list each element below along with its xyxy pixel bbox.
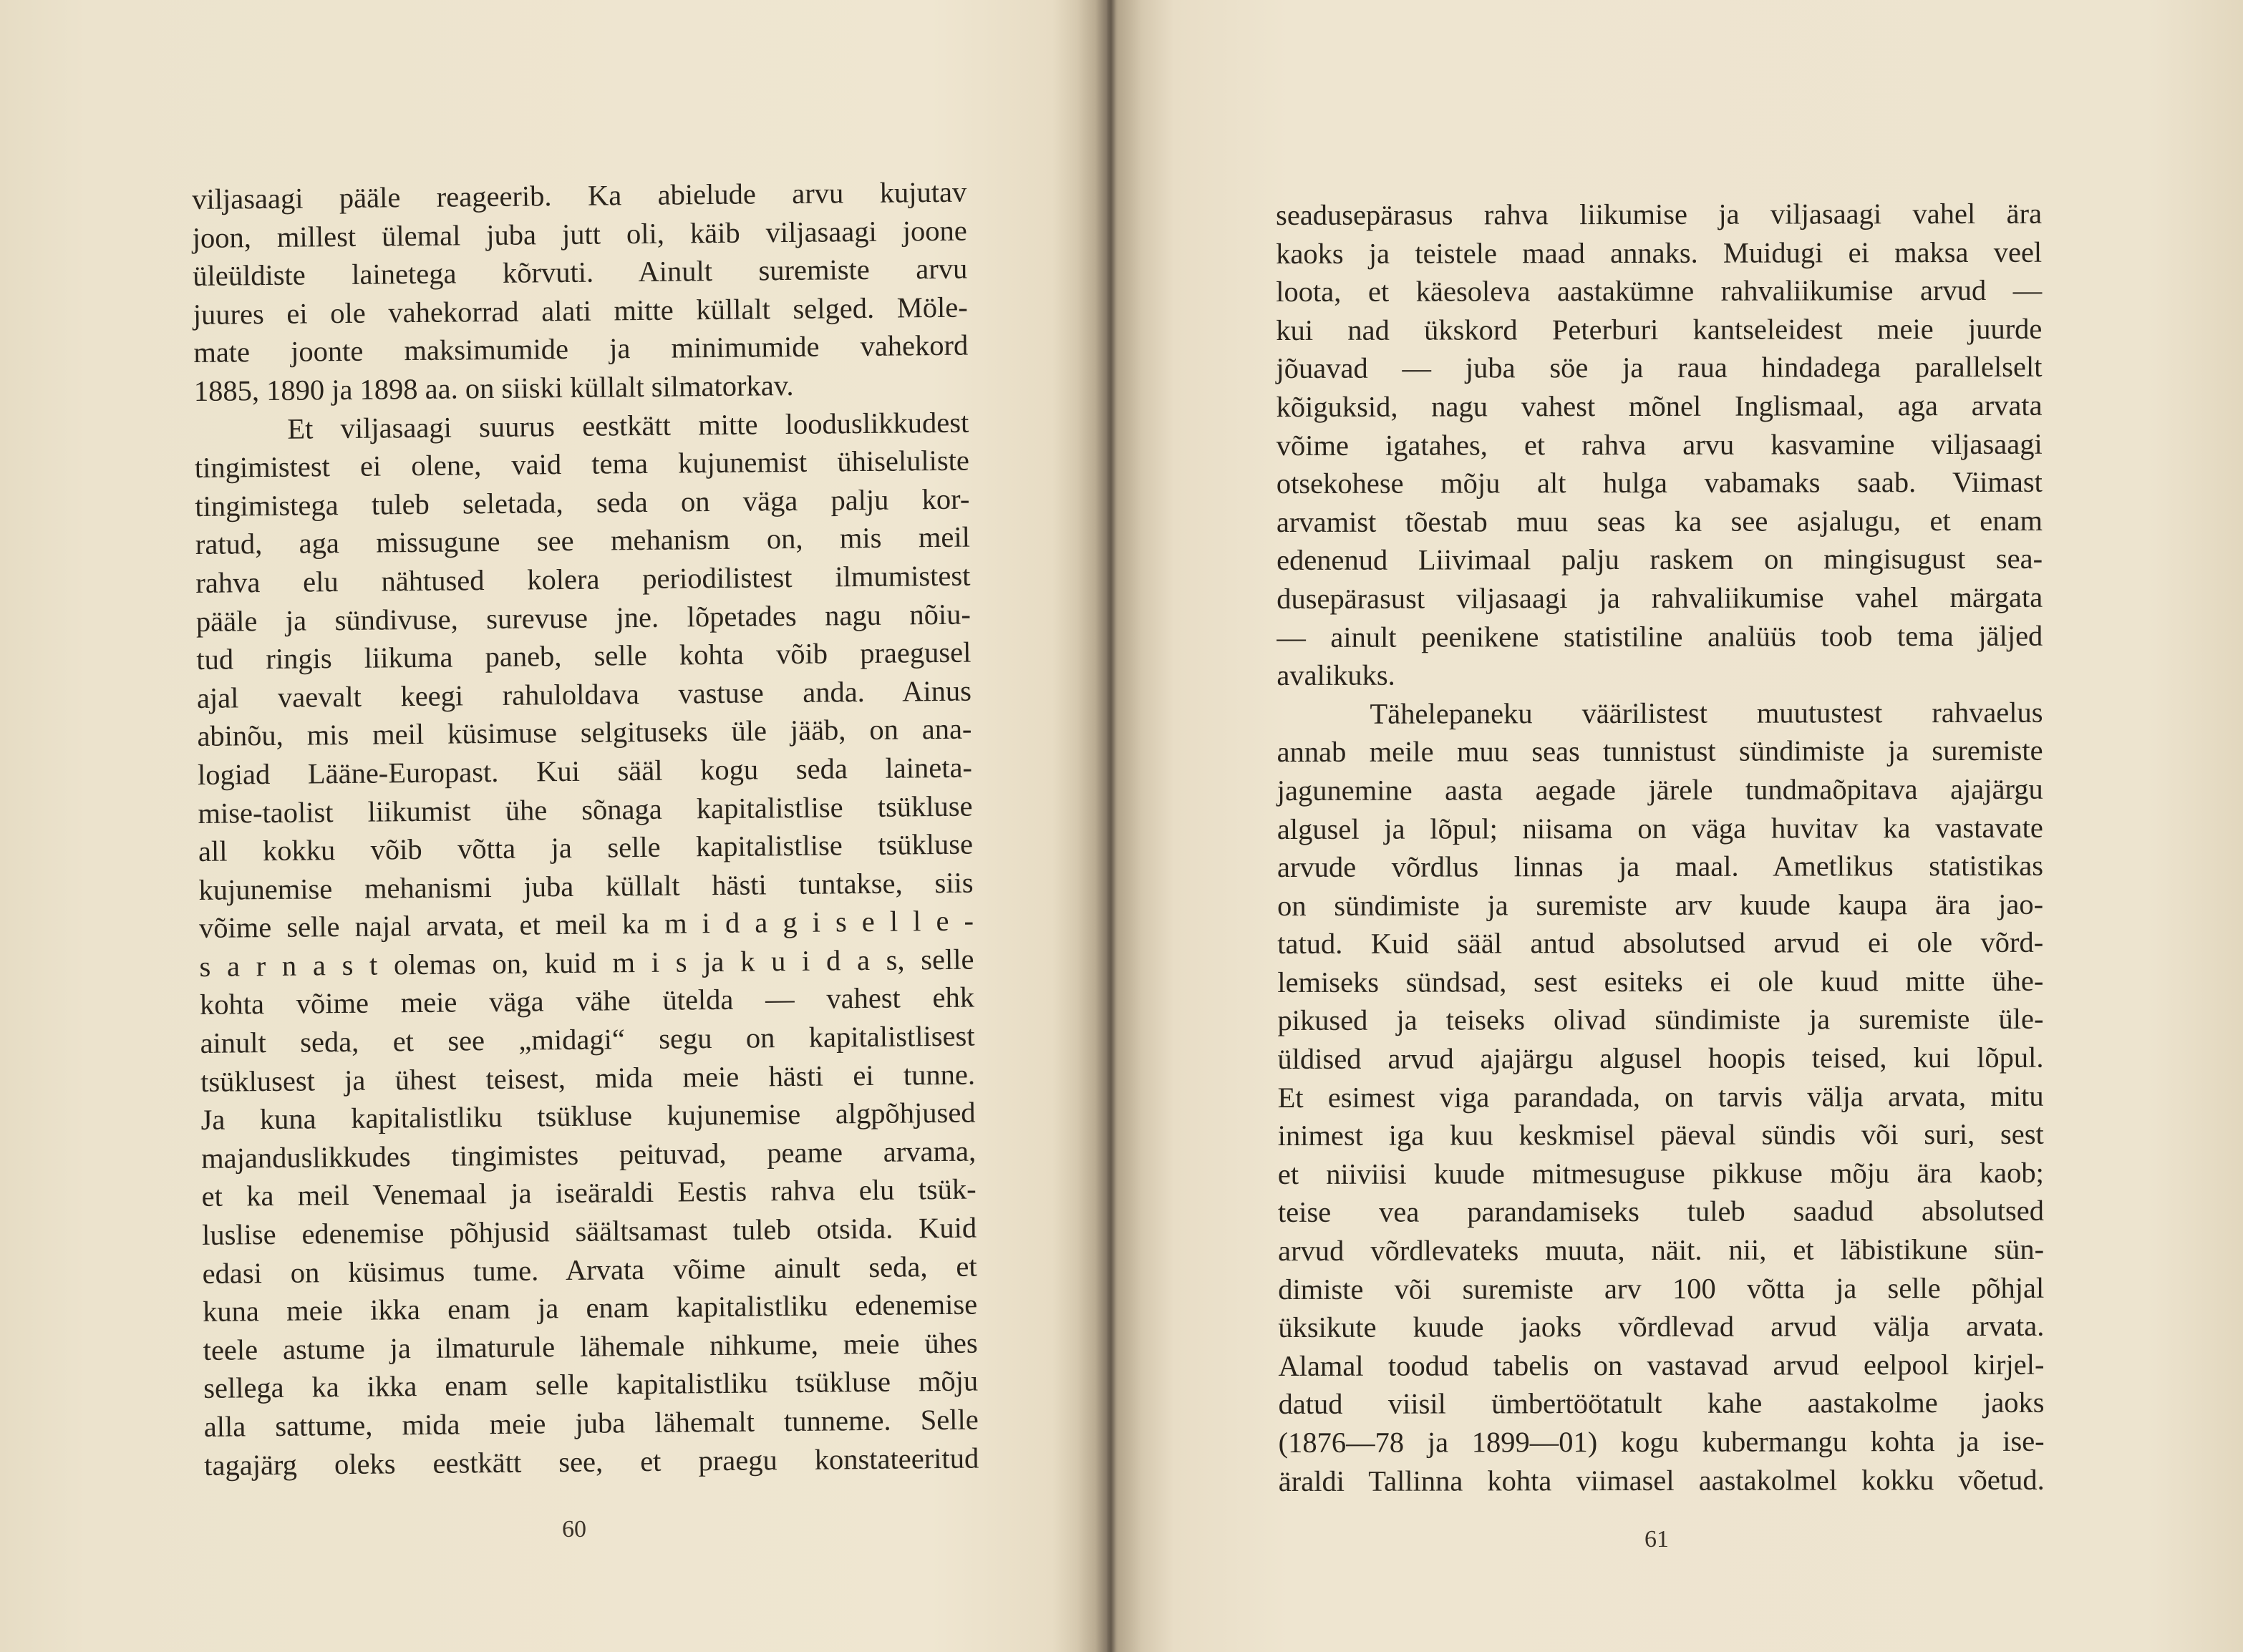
text-line: kõiguksid, nagu vahest mõnel Inglismaal, aga arvata <box>1276 389 2043 423</box>
text-line: teise vea parandamiseks tuleb saadud absolutsed <box>1277 1195 2045 1229</box>
text-line: (1876—78 ja 1899—01) kogu kubermangu kohta ja ise- <box>1278 1424 2045 1459</box>
text-line: all kokku võib võtta ja selle kapitalistlise tsükluse <box>198 827 974 868</box>
text-line: dimiste või suremiste arv 100 võtta ja selle põhjal <box>1278 1271 2045 1306</box>
text-line: Ja kuna kapitalistliku tsükluse kujunemise algpõhjused <box>200 1096 976 1137</box>
text-line: majanduslikkudes tingimistes peituvad, peame arvama, <box>200 1134 977 1175</box>
text-line: võime selle najal arvata, et meil ka m i d a g i s e l l e - <box>198 904 974 945</box>
left-page <box>0 0 1103 1652</box>
text-line: alla sattume, mida meie juba lähemalt tunneme. Selle <box>203 1403 979 1443</box>
text-line: abinõu, mis meil küsimuse selgituseks üle jääb, on ana- <box>197 712 972 753</box>
text-line: Tähelepaneku väärilistest muutustest rahvaelus <box>1370 696 2043 730</box>
text-line: kujunemise mehanismi juba küllalt hästi tuntakse, siis <box>198 866 974 906</box>
text-line: dusepärasust viljasaagi ja rahvaliikumise vahel märgata <box>1276 580 2043 615</box>
text-line: Et viljasaagi suurus eestkätt mitte looduslikkudest <box>287 406 969 445</box>
text-line: üksikute kuude jaoks võrdlevad arvud välja arvata. <box>1278 1309 2045 1344</box>
text-line: lemiseks sündsad, sest esiteks ei ole kuud mitte ühe- <box>1277 964 2044 999</box>
text-line: et ka meil Venemaal ja iseäraldi Eestis rahva elu tsük- <box>201 1172 977 1213</box>
text-line: pääle ja sündivuse, surevuse jne. lõpetades nagu nõiu- <box>195 598 972 638</box>
page-number: 61 <box>1644 1526 1669 1553</box>
text-line: et niiviisi kuude mitmesuguse pikkuse mõju ära kaob; <box>1277 1156 2044 1190</box>
text-line: — ainult peenikene statistiline analüüs toob tema jäljed <box>1276 619 2043 653</box>
text-line: mise-taolist liikumist ühe sõnaga kapitalistlise tsükluse <box>198 789 973 830</box>
text-line: äraldi Tallinna kohta viimasel aastakolmel kokku võetud. <box>1278 1463 2045 1497</box>
text-line: inimest iga kuu keskmisel päeval sündis või suri, sest <box>1277 1118 2044 1152</box>
text-line: arvud võrdlevateks muuta, näit. nii, et läbistikune sün- <box>1278 1233 2045 1268</box>
text-line: pikused ja teiseks olivad sündimiste ja suremiste üle- <box>1277 1003 2044 1037</box>
right-page-text <box>1276 195 2045 1500</box>
text-line: logiad Lääne-Europast. Kui sääl kogu seda laineta- <box>197 751 973 791</box>
page-number: 60 <box>562 1516 586 1542</box>
text-line: tsüklusest ja ühest teisest, mida meie hästi ei tunne. <box>200 1058 976 1098</box>
text-line: arvude võrdlus linnas ja maal. Ametlikus statistikas <box>1276 849 2044 884</box>
text-line: avalikuks. <box>1276 659 1395 692</box>
text-line: arvamist tõestab muu seas ka see asjalugu, et enam <box>1276 504 2043 538</box>
text-line: datud viisil ümbertöötatult kahe aastakolme jaoks <box>1278 1386 2045 1421</box>
text-line: tingimistega tuleb seletada, seda on väga palju kor- <box>195 482 970 523</box>
text-line: ajal vaevalt keegi rahuloldava vastuse anda. Ainus <box>196 674 972 714</box>
text-line: juures ei ole vahekorrad alati mitte küllalt selged. Möle- <box>193 291 968 331</box>
text-line: jagunemine aasta aegade järele tundmaõpitava ajajärgu <box>1276 772 2043 807</box>
text-line: 1885, 1890 ja 1898 aa. on siiski küllalt silmatorkav. <box>193 369 794 407</box>
text-line: kaoks ja teistele maad annaks. Muidugi ei maksa veel <box>1276 235 2043 270</box>
text-line: Alamal toodud tabelis on vastavad arvud eelpool kirjel- <box>1278 1348 2045 1382</box>
left-page-text <box>192 173 979 1485</box>
text-line: luslise edenemise põhjusid säältsamast tuleb otsida. Kuid <box>201 1211 977 1251</box>
text-line: viljasaagi pääle reageerib. Ka abielude arvu kujutav <box>192 175 967 215</box>
text-line: tagajärg oleks eestkätt see, et praegu konstateeritud <box>204 1442 979 1482</box>
text-line: algusel ja lõpul; niisama on väga huvitav ka vastavate <box>1276 811 2043 845</box>
text-line: rahva elu nähtused kolera periodilistest ilmumistest <box>195 559 971 599</box>
text-line: mate joonte maksimumide ja minimumide vahekord <box>193 329 969 369</box>
text-line: üldised arvud ajajärgu algusel hoopis teised, kui lõpul. <box>1277 1041 2044 1076</box>
text-line: kui nad ükskord Peterburi kantseleidest meie juurde <box>1276 312 2043 346</box>
text-line: võime igatahes, et rahva arvu kasvamine viljasaagi <box>1276 427 2043 462</box>
text-line: ainult seda, et see „midagi“ segu on kapitalistlisest <box>200 1019 975 1060</box>
text-line: otsekohese mõju alt hulga vabamaks saab. Viimast <box>1276 465 2043 500</box>
text-line: jõuavad — juba söe ja raua hindadega parallelselt <box>1276 351 2043 385</box>
text-line: kohta võime meie väga vähe ütelda — vahest ehk <box>199 981 975 1021</box>
text-line: kuna meie ikka enam ja enam kapitalistliku edenemise <box>202 1288 978 1328</box>
text-line: sellega ka ikka enam selle kapitalistliku tsükluse mõju <box>203 1364 979 1405</box>
text-line: on sündimiste ja suremiste arv kuude kaupa ära jao- <box>1277 888 2044 922</box>
text-line: tud ringis liikuma paneb, selle kohta võib praegusel <box>196 636 972 676</box>
text-line: loota, et käesoleva aastakümne rahvaliikumise arvud — <box>1276 273 2043 308</box>
text-line: ratud, aga missugune see mehanism on, mis meil <box>195 520 971 561</box>
right-page <box>1110 0 2243 1652</box>
text-line: Et esimest viga parandada, on tarvis välja arvata, mitu <box>1277 1079 2044 1114</box>
text-line: üleüldiste lainetega kõrvuti. Ainult suremiste arvu <box>193 252 968 293</box>
text-line: tatud. Kuid sääl antud absolutsed arvud ei ole võrd- <box>1277 926 2044 961</box>
text-line: annab meile muu seas tunnistust sündimiste ja suremiste <box>1276 734 2043 769</box>
text-line: seadusepärasus rahva liikumise ja viljasaagi vahel ära <box>1276 197 2043 231</box>
text-line: edasi on küsimus tume. Arvata võime ainult seda, et <box>202 1250 977 1290</box>
text-line: joon, millest ülemal juba jutt oli, käib viljasaagi joone <box>192 214 967 254</box>
text-line: s a r n a s t olemas on, kuid m i s ja k u i d a s, selle <box>199 943 974 983</box>
text-line: tingimistest ei olene, vaid tema kujunemist ühiseluliste <box>194 444 970 485</box>
text-line: edenenud Liivimaal palju raskem on mingisugust sea- <box>1276 543 2043 577</box>
text-line: teele astume ja ilmaturule lähemale nihkume, meie ühes <box>203 1326 978 1366</box>
